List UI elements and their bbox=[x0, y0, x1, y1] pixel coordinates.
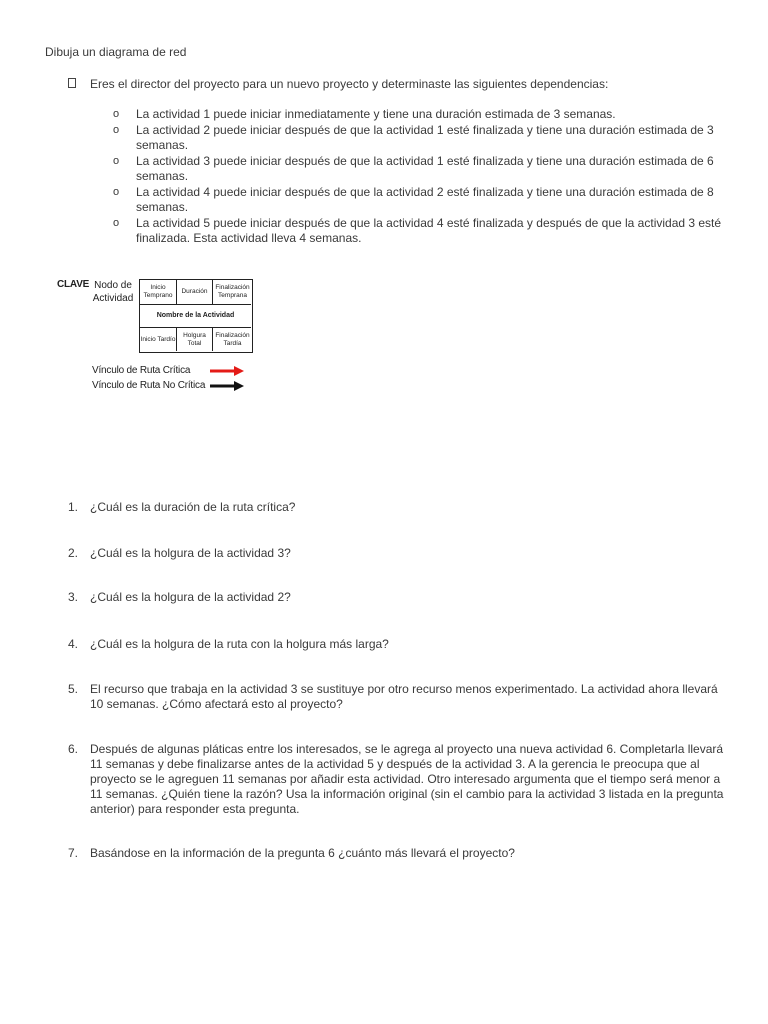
dependency-item: o La actividad 5 puede iniciar después de que la actividad 4 esté finalizada y después de que la actividad 3 esté finalizada. Esta actividad lleva 4 semanas. bbox=[113, 215, 722, 245]
non-critical-path-legend: Vínculo de Ruta No Crítica bbox=[92, 380, 206, 391]
total-float-cell: Holgura Total bbox=[183, 332, 206, 347]
late-start-cell: Inicio Tardío bbox=[140, 336, 176, 343]
dependency-list bbox=[113, 107, 723, 247]
activity-node-key bbox=[57, 276, 257, 400]
late-finish-cell: Finalización Tardía bbox=[215, 332, 250, 347]
circle-bullet-icon: o bbox=[113, 185, 120, 198]
square-bullet-icon bbox=[68, 78, 76, 88]
document-page: Dibuja un diagrama de red Eres el director del proyecto para un nuevo proyecto y determinaste las siguientes dependencias: o La actividad 1 puede iniciar inmediatamente y tiene una duración estimada de 3 semanas. o La actividad 2 puede iniciar después de que la actividad 1 esté finalizada y tiene una duración estimada de 3 semanas. o La actividad 3 puede iniciar después de que la actividad 1 esté finalizada y tiene una duración estimada de 6 semanas. o La actividad 4 puede iniciar después de que la actividad 2 esté finalizada y tiene una duración estimada de 8 semanas. o La actividad 5 puede iniciar después de que la actividad 4 esté finalizada y después de que la actividad 3 esté finalizada. Esta actividad lleva 4 semanas. CLAVE Nodo de Actividad Inicio Temprano Duración Finalización Temprana Nombre de la Actividad Inicio Tardío Holgura Total Finalización Tardía Vínculo de Ruta Crítica Vínculo de Ruta No Crítica 1. ¿Cuál es la duración de la ruta crítica? 2. ¿Cuál es la holgura de la actividad 3? 3. ¿Cuál es la holgura de la actividad 2? 4. ¿Cuál es la holgura de la ruta con la holgura más larga? 5. El recurso que trabaja en la actividad 3 se sustituye por otro recurso menos experimentado. La actividad ahora llevará 10 semanas. ¿Cómo afectará esto al proyecto? 6. Después de algunas pláticas entre los interesados, se le agrega al proyecto una nueva actividad 6. Completarla llevará 11 semanas y debe finalizarse antes de la actividad 5 y después de la actividad 3. A la gerencia le preocupa que al proyecto se le agreguen 11 semanas por añadir esta actividad. Otro interesado argumenta que el tiempo será menor a 11 semanas. ¿Quién tiene la razón? Usa la información original (sin el cambio para la actividad 3 listada en la pregunta anterior) para responder esta pregunta. 7. Basándose en la información de la pregunta 6 ¿cuánto más llevará el proyecto? bbox=[0, 0, 768, 1024]
circle-bullet-icon: o bbox=[113, 216, 120, 229]
circle-bullet-icon: o bbox=[113, 108, 120, 120]
duration-cell: Duración bbox=[181, 288, 208, 295]
dependency-item: o La actividad 1 puede iniciar inmediatamente y tiene una duración estimada de 3 semanas. bbox=[113, 107, 616, 121]
dependency-item: o La actividad 3 puede iniciar después de que la actividad 1 esté finalizada y tiene una duración estimada de 6 semanas. bbox=[113, 153, 714, 183]
intro-text: Eres el director del proyecto para un nuevo proyecto y determinaste las siguientes dependencias: bbox=[90, 77, 609, 91]
dependency-item: o La actividad 4 puede iniciar después de que la actividad 2 esté finalizada y tiene una duración estimada de 8 semanas. bbox=[113, 184, 714, 214]
page-title: Dibuja un diagrama de red bbox=[45, 45, 187, 59]
critical-path-legend: Vínculo de Ruta Crítica bbox=[92, 365, 191, 376]
node-label: Nodo de Actividad bbox=[92, 280, 134, 304]
circle-bullet-icon: o bbox=[113, 154, 120, 167]
red-arrow-icon bbox=[210, 365, 246, 377]
key-label: CLAVE bbox=[57, 279, 90, 290]
early-finish-cell: Finalización Temprana bbox=[215, 284, 250, 299]
early-start-cell: Inicio Temprano bbox=[143, 284, 173, 299]
dependency-item: o La actividad 2 puede iniciar después de que la actividad 1 esté finalizada y tiene una duración estimada de 3 semanas. bbox=[113, 122, 714, 152]
activity-node-diagram bbox=[139, 279, 253, 353]
circle-bullet-icon: o bbox=[113, 123, 120, 136]
activity-name-cell: Nombre de la Actividad bbox=[156, 312, 235, 319]
black-arrow-icon bbox=[210, 380, 246, 392]
